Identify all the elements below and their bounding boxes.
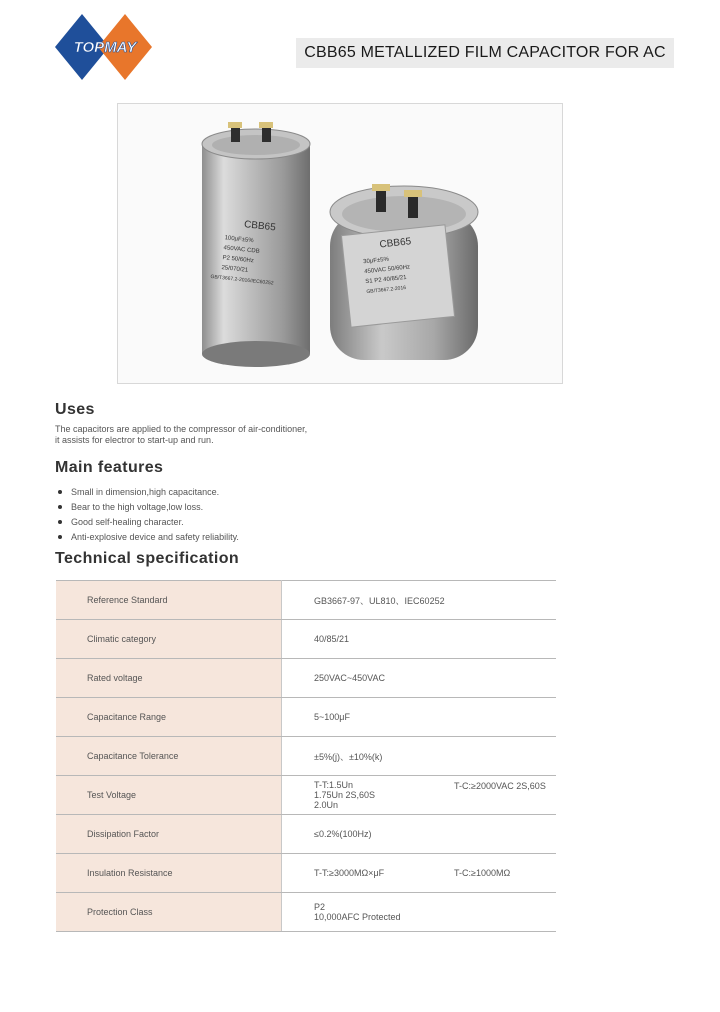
cylinder-line: 450VAC CDB <box>223 245 260 255</box>
table-row <box>56 737 556 776</box>
spec-value-line: T-T:1.5Un <box>314 780 354 790</box>
spec-label: Test Voltage <box>56 776 282 815</box>
spec-value-line: T-T:≥3000MΩ×μF <box>314 868 385 878</box>
spec-value-line: P2 <box>314 902 326 912</box>
features-list <box>58 486 239 546</box>
uses-heading: Uses <box>55 401 95 418</box>
table-row <box>56 581 556 620</box>
spec-value <box>282 854 557 893</box>
capacitor-image <box>118 104 562 383</box>
company-logo <box>55 14 155 80</box>
spec-value: 5~100μF <box>282 698 557 737</box>
spec-value: ±5%(j)、±10%(k) <box>282 737 557 776</box>
uses-line: The capacitors are applied to the compressor of air-conditioner, <box>55 424 308 434</box>
spec-label: Insulation Resistance <box>56 854 282 893</box>
product-photo <box>117 103 563 384</box>
uses-line: it assists for electror to start-up and run. <box>55 435 214 445</box>
spec-label: Protection Class <box>56 893 282 932</box>
oval-line: S1 P2 40/85/21 <box>365 274 407 286</box>
cylinder-line: 100μF±5% <box>224 235 254 245</box>
table-row <box>56 815 556 854</box>
spec-value: 250VAC~450VAC <box>282 659 557 698</box>
spec-table <box>56 580 556 932</box>
spec-value-line: 2.0Un <box>314 800 339 810</box>
spec-label: Capacitance Range <box>56 698 282 737</box>
bullet-icon <box>58 535 62 539</box>
features-heading: Main features <box>55 459 164 476</box>
feature-item: Anti-explosive device and safety reliability. <box>58 531 239 546</box>
uses-text <box>55 424 307 446</box>
cylinder-line: 25/070/21 <box>221 265 249 274</box>
spec-label: Climatic category <box>56 620 282 659</box>
topmay-logo-icon <box>55 14 155 80</box>
feature-item: Small in dimension,high capacitance. <box>58 486 239 501</box>
cylinder-capacitor <box>202 122 310 367</box>
spec-value: 40/85/21 <box>282 620 557 659</box>
spec-value <box>282 776 557 815</box>
bullet-icon <box>58 490 62 494</box>
spec-label: Reference Standard <box>56 581 282 620</box>
spec-label: Capacitance Tolerance <box>56 737 282 776</box>
spec-value-line: T-C:≥1000MΩ <box>454 868 511 878</box>
logo-text: TOPMAY <box>73 39 137 56</box>
spec-value-line: 1.75Un 2S,60S <box>314 790 376 800</box>
oval-capacitor <box>330 184 478 360</box>
feature-item: Bear to the high voltage,low loss. <box>58 501 239 516</box>
spec-value <box>282 893 557 932</box>
spec-value: GB3667-97、UL810、IEC60252 <box>282 581 557 620</box>
oval-brand: CBB65 <box>379 236 412 251</box>
cylinder-line: GB/T3667.2-2016/IEC60252 <box>210 273 274 287</box>
spec-value-line: 10,000AFC Protected <box>314 912 401 922</box>
table-row <box>56 854 556 893</box>
spec-heading: Technical specification <box>55 550 240 567</box>
table-row <box>56 893 556 932</box>
bullet-icon <box>58 505 62 509</box>
bullet-icon <box>58 520 62 524</box>
cylinder-brand: CBB65 <box>243 219 277 234</box>
spec-label: Rated voltage <box>56 659 282 698</box>
spec-value-line: T-C:≥2000VAC 2S,60S <box>454 781 546 791</box>
cylinder-line: P2 50/60Hz <box>222 255 254 265</box>
table-row <box>56 620 556 659</box>
feature-item: Good self-healing character. <box>58 516 239 531</box>
spec-value: ≤0.2%(100Hz) <box>282 815 557 854</box>
table-row <box>56 776 556 815</box>
table-row <box>56 698 556 737</box>
page-title: CBB65 METALLIZED FILM CAPACITOR FOR AC <box>304 44 666 61</box>
spec-label: Dissipation Factor <box>56 815 282 854</box>
oval-line: 30μF±5% <box>363 256 390 266</box>
oval-line: GB/T3667.2-2016 <box>366 284 407 296</box>
title-banner <box>296 38 674 68</box>
oval-line: 450VAC 50/60Hz <box>364 264 411 276</box>
table-row <box>56 659 556 698</box>
